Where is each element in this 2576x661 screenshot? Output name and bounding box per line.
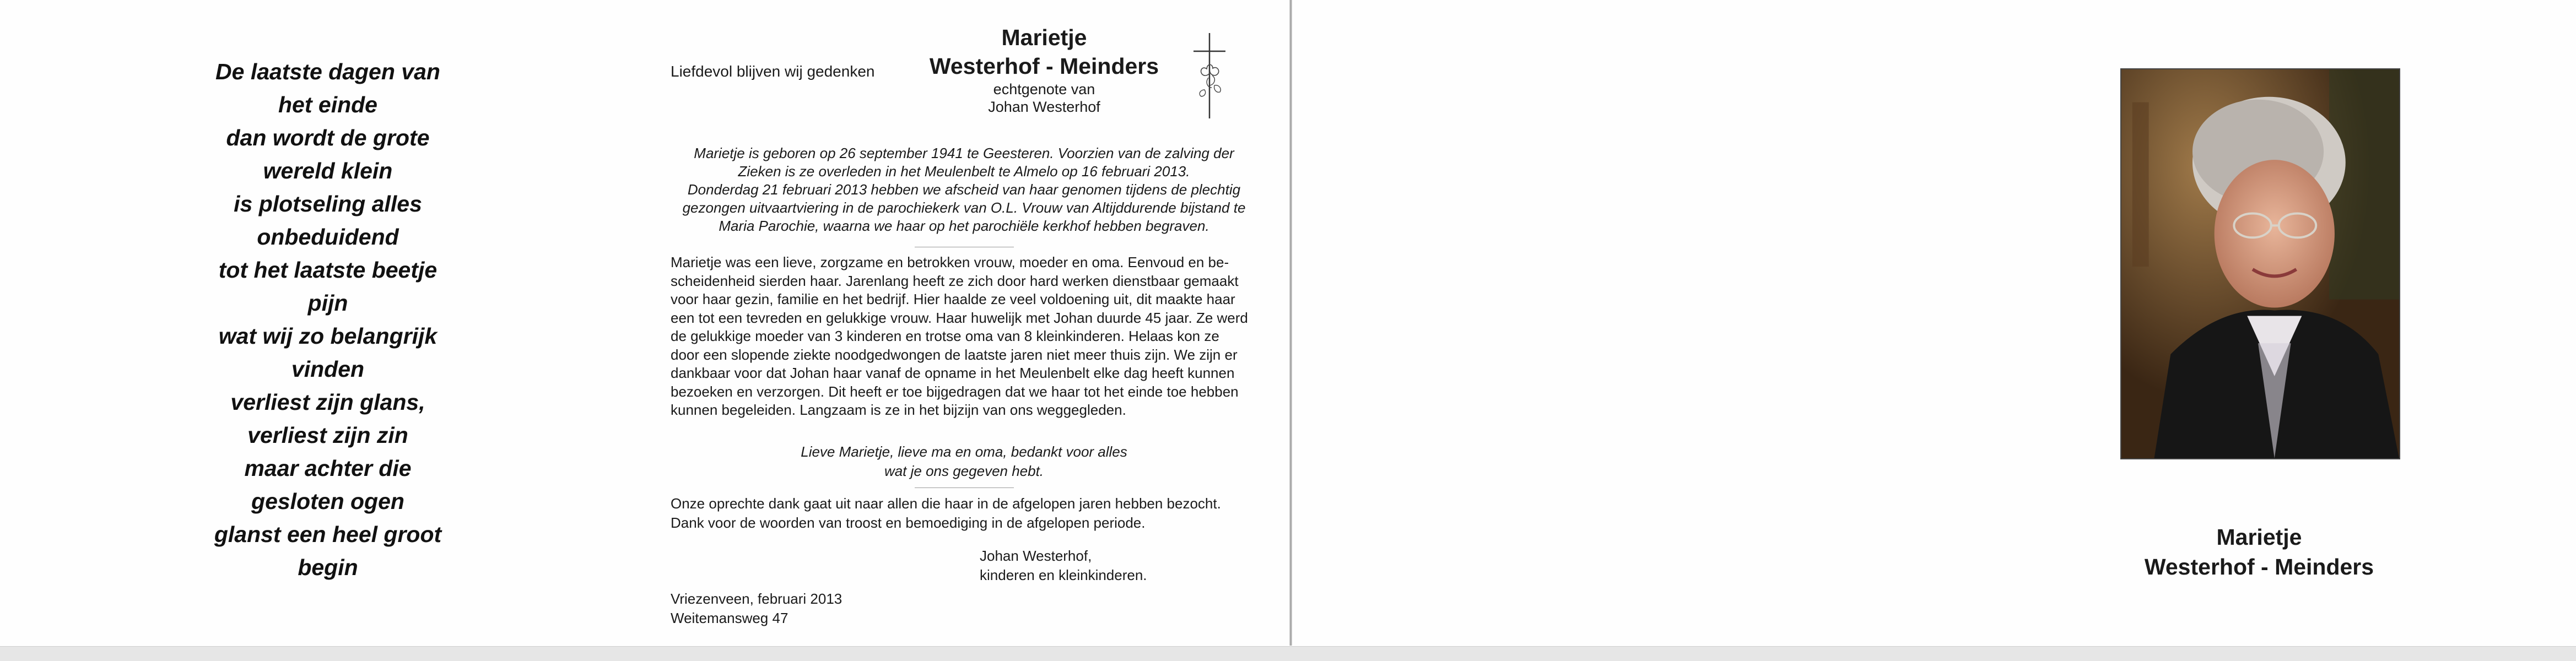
- biography: [671, 144, 1257, 235]
- body-line: kunnen begeleiden. Langzaam is ze in het bijzijn van ons weggegleden.: [671, 402, 1126, 418]
- signoff-line: kinderen en kleinkinderen.: [980, 567, 1147, 583]
- first-name: Marietje: [1001, 25, 1087, 50]
- bio-line: Zieken is ze overleden in het Meulenbelt te Almelo op 16 februari 2013.: [738, 163, 1190, 180]
- full-name: Westerhof - Meinders: [929, 53, 1159, 79]
- deceased-name-block: [909, 23, 1179, 116]
- poem-line: het einde: [278, 92, 377, 117]
- address-line: Weitemansweg 47: [671, 610, 789, 626]
- bio-line: gezongen uitvaartviering in de parochiekerk van O.L. Vrouw van Altijddurende bijstand te: [682, 199, 1246, 216]
- card-fold: [1289, 0, 1292, 646]
- portrait-caption: [2083, 522, 2435, 582]
- thanks-line: Dank voor de woorden van troost en bemoediging in de afgelopen periode.: [671, 514, 1146, 531]
- scan-edge: [0, 646, 2576, 661]
- intro-text: Liefdevol blijven wij gedenken: [671, 63, 875, 80]
- signoff-line: Johan Westerhof,: [980, 548, 1092, 564]
- farewell-quote: [671, 442, 1257, 481]
- body-line: Marietje was een lieve, zorgzame en betrokken vrouw, moeder en oma. Eenvoud en be-: [671, 254, 1229, 270]
- address: [671, 589, 842, 628]
- bio-line: Donderdag 21 februari 2013 hebben we afscheid van haar genomen tijdens de plechtig: [687, 181, 1241, 198]
- poem-line: verliest zijn glans,: [230, 389, 425, 415]
- quote-line: Lieve Marietje, lieve ma en oma, bedankt voor alles: [801, 443, 1127, 460]
- spouse-name: Johan Westerhof: [988, 99, 1100, 115]
- body-line: scheidenheid sierden haar. Jarenlang heeft ze zich door hard werken dienstbaar gemaakt: [671, 272, 1239, 289]
- address-line: Vriezenveen, februari 2013: [671, 590, 843, 607]
- thanks-line: Onze oprechte dank gaat uit naar allen die haar in de afgelopen jaren hebben bezocht.: [671, 495, 1221, 512]
- poem-line: vinden: [291, 356, 365, 382]
- caption-first-name: Marietje: [2216, 524, 2302, 550]
- poem-line: wat wij zo belangrijk: [218, 323, 438, 349]
- poem-line: is plotseling alles: [234, 191, 422, 216]
- body-line: voor haar gezin, familie en het bedrijf. Hier haalde ze veel voldoening uit, dit maakte haar: [671, 291, 1235, 307]
- body-line: bezoeken en verzorgen. Dit heeft er toe bijgedragen dat we haar tot het einde toe hebben: [671, 383, 1239, 400]
- poem-line: tot het laatste beetje: [218, 257, 438, 283]
- poem-line: maar achter die: [244, 456, 412, 481]
- poem-line: glanst een heel groot: [214, 522, 442, 547]
- divider: [915, 487, 1014, 488]
- poem-line: pijn: [307, 290, 348, 316]
- portrait-photo: [2120, 68, 2400, 459]
- poem-line: verliest zijn zin: [247, 422, 408, 448]
- life-description: [671, 253, 1257, 420]
- poem-line: gesloten ogen: [251, 489, 404, 514]
- poem-line: De laatste dagen van: [215, 59, 440, 84]
- signoff: [980, 546, 1147, 585]
- body-line: de gelukkige moeder van 3 kinderen en trotse oma van 8 kleinkinderen. Helaas kon ze: [671, 328, 1219, 344]
- bio-line: Maria Parochie, waarna we haar op het parochiële kerkhof hebben begraven.: [719, 218, 1209, 234]
- body-line: een tot een tevreden en gelukkige vrouw. Haar huwelijk met Johan duurde 45 jaar. Ze werd: [671, 309, 1248, 326]
- body-line: door een slopende ziekte noodgedwongen de laatste jaren niet meer thuis zijn. We zijn er: [671, 346, 1238, 363]
- poem-line: begin: [298, 555, 358, 580]
- poem: [165, 55, 490, 584]
- body-line: dankbaar voor dat Johan haar vanaf de opname in het Meulenbelt elke dag heeft kunnen: [671, 365, 1235, 381]
- poem-line: onbeduidend: [257, 224, 399, 250]
- thanks-text: [671, 494, 1257, 533]
- poem-line: dan wordt de grote: [226, 125, 430, 150]
- caption-full-name: Westerhof - Meinders: [2144, 554, 2374, 579]
- quote-line: wat je ons gegeven hebt.: [884, 463, 1044, 479]
- cross-with-rose-icon: [1190, 30, 1229, 121]
- bio-line: Marietje is geboren op 26 september 1941 te Geesteren. Voorzien van de zalving der: [694, 145, 1234, 161]
- poem-line: wereld klein: [263, 158, 393, 183]
- spouse-label: echtgenote van: [993, 81, 1095, 97]
